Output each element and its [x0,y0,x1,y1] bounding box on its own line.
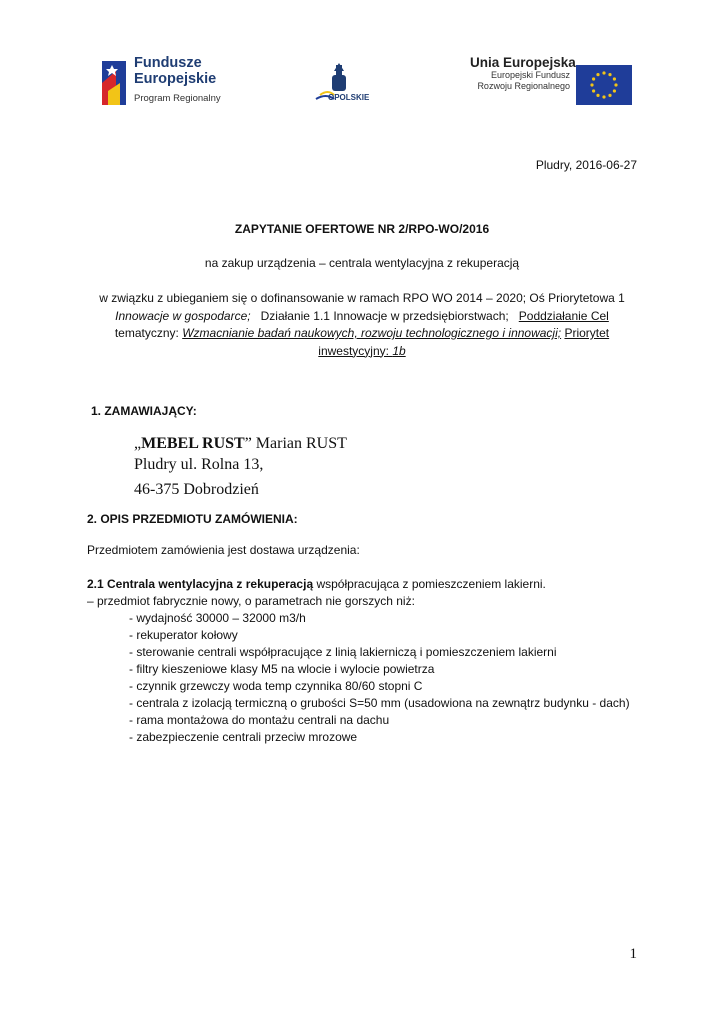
fundusze-europejskie-text: Fundusze Europejskie [134,55,217,87]
spec-item: - zabezpieczenie centrali przeciw mrozowe [129,730,358,744]
buyer-address: „MEBEL RUST” Marian RUST Pludry ul. Rolna 13, 46-375 Dobrodzień [134,435,347,498]
opolskie-text: OPOLSKIE [328,93,370,102]
section-2-heading: 2. OPIS PRZEDMIOTU ZAMÓWIENIA: [87,512,298,526]
funding-intro: w związku z ubieganiem się o dofinansowanie w ramach RPO WO 2014 – 2020; Oś Priorytetowa 1 Innowacje w gospodarce; Działanie 1.1 Innowacje w przedsiębiorstwach; Poddziałanie Cel tematyczny: Wzmacnianie badań naukowych, rozwoju technologicznego i innowacji; Priorytet inwestycyjny: 1b [99,291,625,358]
order-subject-paragraph: Przedmiotem zamówienia jest dostawa urządzenia: [87,543,360,557]
logo-bar [98,55,638,113]
spec-item: - centrala z izolacją termiczną o grubości S=50 mm (usadowiona na zewnątrz budynku - dach) [129,696,630,710]
spec-item: - wydajność 30000 – 32000 m3/h [129,611,306,625]
spec-item: - filtry kieszeniowe klasy M5 na wlocie i wylocie powietrza [129,662,435,676]
unia-europejska-text: Unia Europejska Europejski Fundusz Rozwoju Regionalnego [470,55,576,91]
program-regionalny-text: Program Regionalny [134,93,221,104]
spec-item: - rama montażowa do montażu centrali na dachu [129,713,390,727]
spec-item: - czynnik grzewczy woda temp czynnika 80/60 stopni C [129,679,423,693]
document-date: Pludry, 2016-06-27 [535,158,637,172]
spec-item: - sterowanie centrali współpracujące z linią lakierniczą i pomieszczeniem lakierni [129,645,557,659]
specification-list: 2.1 Centrala wentylacyjna z rekuperacją współpracująca z pomieszczeniem lakierni. – przedmiot fabrycznie nowy, o parametrach nie gorszych niż: - wydajność 30000 – 32000 m3/h - rekuperator kołowy - sterowanie centrali współpracujące z linią lakierniczą i pomieszczeniem lakierni - filtry kieszeniowe klasy M5 na wlocie i wylocie powietrza - czynnik grzewczy woda temp czynnika 80/60 stopni C - centrala z izolacją termiczną o grubości S=50 mm (usadowiona na zewnątrz budynku - dach) - rama montażowa do montażu centrali na dachu - zabezpieczenie centrali przeciw mrozowe [87,577,630,744]
fundusze-europejskie-logo-icon [98,55,132,111]
document-subtitle: na zakup urządzenia – centrala wentylacyjna z rekuperacją [204,256,520,270]
spec-item: - rekuperator kołowy [129,628,238,642]
document-title: ZAPYTANIE OFERTOWE NR 2/RPO-WO/2016 [234,222,490,236]
section-1-heading: 1. ZAMAWIAJĄCY: [91,404,197,418]
page-number: 1 [629,946,637,962]
eu-flag-icon [576,65,632,105]
